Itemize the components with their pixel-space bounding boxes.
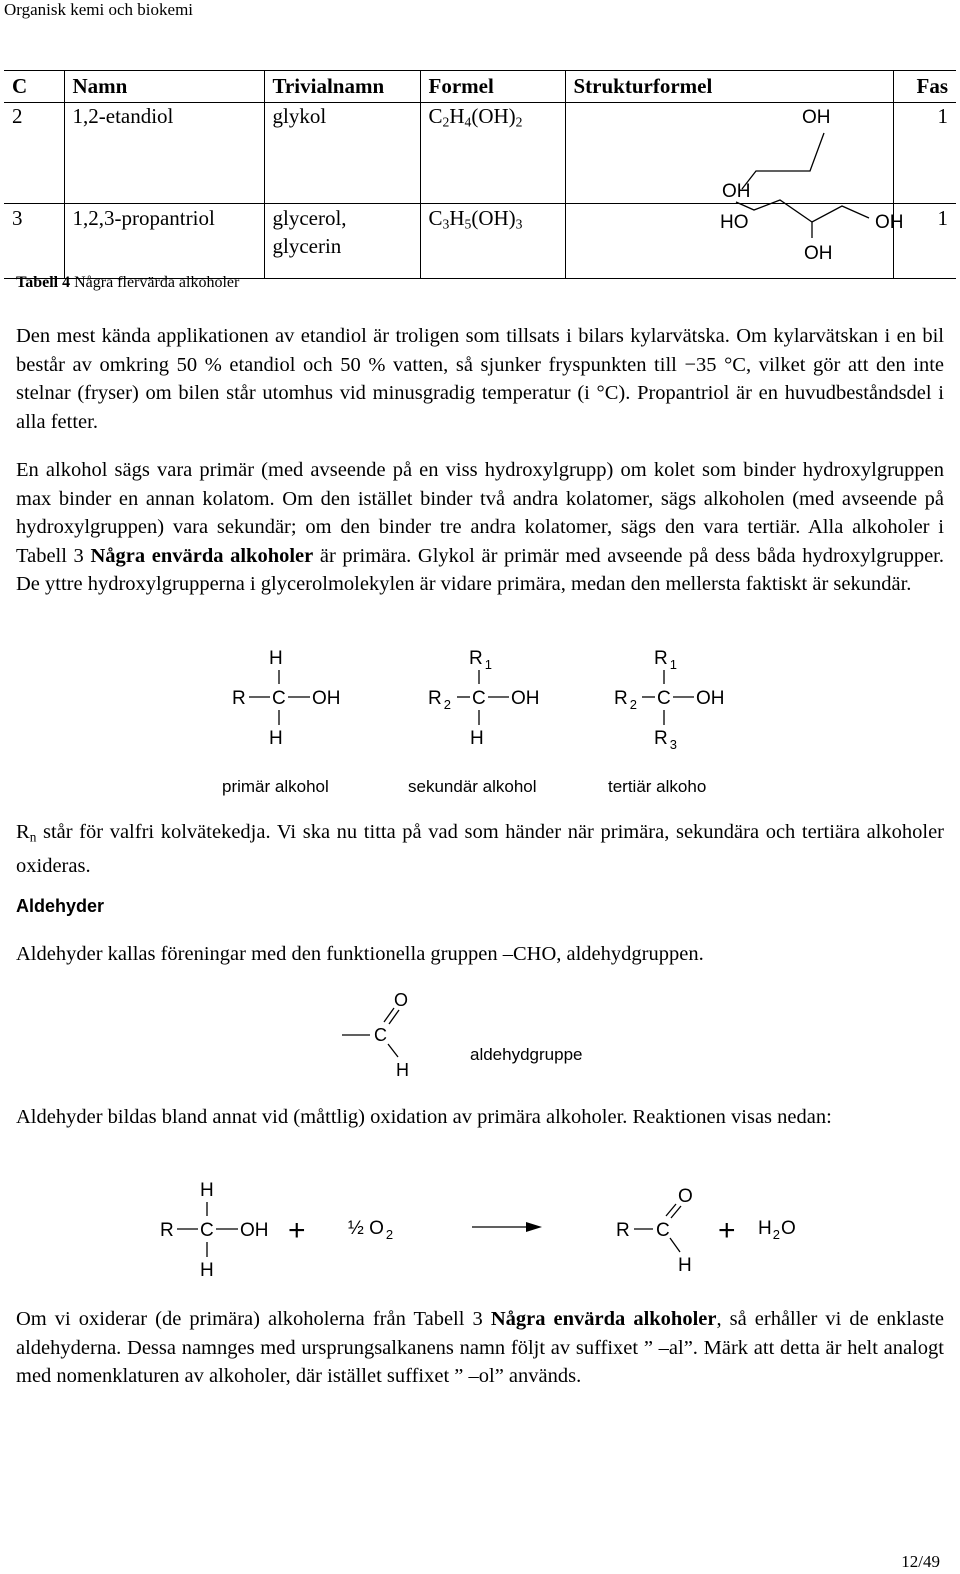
col-header-fas: Fas bbox=[893, 71, 956, 103]
table-caption: Tabell 4 Några flervärda alkoholer bbox=[16, 274, 240, 291]
cell-fas: 1 bbox=[893, 103, 956, 204]
table-header-row bbox=[4, 71, 956, 103]
secondary-alcohol-label: sekundär alkohol bbox=[408, 777, 537, 796]
polyalcohol-table bbox=[4, 70, 956, 279]
svg-text:R2: R $_2$ bbox=[614, 688, 637, 712]
svg-text:C: C bbox=[656, 1220, 670, 1241]
col-header-c: C bbox=[4, 71, 64, 103]
primary-alcohol bbox=[222, 648, 341, 796]
col-header-trivialnamn: Trivialnamn bbox=[264, 71, 420, 103]
plus-sign: + bbox=[718, 1214, 736, 1247]
half-oxygen: ½ O $_2$ bbox=[348, 1218, 394, 1242]
svg-text:H: H bbox=[200, 1180, 214, 1201]
primary-alcohol-label: primär alkohol bbox=[222, 777, 329, 796]
alcohol-types-diagram bbox=[220, 640, 760, 805]
right-oh-label: OH bbox=[874, 212, 903, 233]
glycerol-structure bbox=[566, 181, 903, 272]
table-row bbox=[4, 204, 956, 279]
tertiary-alcohol-label: tertiär alkoho bbox=[608, 777, 707, 796]
top-oh-label: OH bbox=[721, 181, 750, 202]
svg-text:R2: R $_2$ bbox=[428, 688, 451, 712]
svg-text:H: H bbox=[269, 648, 283, 669]
aldehyde-group-label: aldehydgruppe bbox=[470, 1045, 583, 1064]
tertiary-alcohol bbox=[608, 648, 725, 796]
aldehyde-h: H bbox=[396, 1060, 409, 1080]
aldehyde-o: O bbox=[394, 990, 409, 1010]
svg-text:R: R bbox=[232, 688, 246, 709]
paragraph-naming: Om vi oxiderar (de primära) alkoholerna från Tabell 3 Några envärda alkoholer, så erhåller vi de enklaste aldehyderna. Dessa namnges med ursprungsalkanens namn följt av suffixet ” –al”. Märk att detta är helt analogt med nomenklaturen av alkoholer, där istället suffixet ” –ol” används. bbox=[16, 1308, 944, 1387]
cell-c: 3 bbox=[4, 204, 64, 279]
svg-text:C: C bbox=[472, 688, 486, 709]
cell-trivialnamn: glycerol, glycerin bbox=[264, 204, 420, 279]
cell-fas: 1 bbox=[893, 204, 956, 279]
svg-text:OH: OH bbox=[511, 688, 540, 709]
paragraph-rn: $R_n$ står för valfri kolvätekedja. Vi ska nu titta på vad som händer när primära, sekundära och tertiära alkoholer oxideras. bbox=[16, 821, 944, 877]
svg-text:R: R bbox=[616, 1220, 630, 1241]
oxidation-reaction-diagram bbox=[150, 1172, 810, 1287]
table-row bbox=[4, 103, 956, 204]
svg-text:H: H bbox=[269, 728, 283, 749]
svg-text:H: H bbox=[470, 728, 484, 749]
left-ho-label: HO bbox=[719, 212, 748, 233]
svg-text:C: C bbox=[272, 688, 286, 709]
secondary-alcohol bbox=[408, 648, 540, 796]
svg-text:OH: OH bbox=[312, 688, 341, 709]
svg-text:C: C bbox=[200, 1220, 214, 1241]
cell-namn: 1,2,3-propantriol bbox=[64, 204, 264, 279]
plus-sign: + bbox=[288, 1214, 306, 1247]
svg-text:OH: OH bbox=[240, 1220, 269, 1241]
svg-text:OH: OH bbox=[696, 688, 725, 709]
aldehyde-c: C bbox=[374, 1025, 387, 1045]
cell-trivialnamn: glykol bbox=[264, 103, 420, 204]
col-header-formel: Formel bbox=[420, 71, 565, 103]
svg-text:H: H bbox=[678, 1255, 692, 1276]
page-number: 12/49 bbox=[901, 1552, 940, 1571]
paragraph-aldehyd-definition: Aldehyder kallas föreningar med den funktionella gruppen –CHO, aldehydgruppen. bbox=[16, 943, 704, 965]
cell-formel: $C_3H_5(OH)_3$ bbox=[420, 204, 565, 279]
cell-namn: 1,2-etandiol bbox=[64, 103, 264, 204]
col-header-namn: Namn bbox=[64, 71, 264, 103]
paragraph-aldehyd-formation: Aldehyder bildas bland annat vid (måttlig) oxidation av primära alkoholer. Reaktionen visas nedan: bbox=[16, 1106, 832, 1128]
svg-text:R: R bbox=[160, 1220, 174, 1241]
page-header: Organisk kemi och biokemi bbox=[4, 0, 194, 19]
paragraph-etandiol: Den mest kända applikationen av etandiol är troligen som tillsats i bilars kylarvätska. Om kylarvätskan i en bil består av omkring 50 % etandiol och 50 % vatten, så sjunker fryspunkten till −35 °C, vilket gör att den inte stelnar (fryser) om bilen står utomhus vid minusgradig temperatur (i °C). Propantriol är en huvudbeståndsdel i alla fetter. bbox=[16, 325, 944, 433]
product-aldehyde bbox=[616, 1186, 693, 1276]
water: $H_2O$ bbox=[758, 1218, 796, 1242]
svg-text:R3: R $_3$ bbox=[654, 728, 677, 752]
bottom-oh-label: OH bbox=[803, 243, 832, 264]
svg-text:C: C bbox=[657, 688, 671, 709]
svg-text:O: O bbox=[678, 1186, 693, 1207]
svg-text:R1: R $_1$ bbox=[654, 648, 677, 672]
svg-text:R1: R $_1$ bbox=[469, 648, 492, 672]
svg-text:H: H bbox=[200, 1260, 214, 1281]
reactant-primary-alcohol bbox=[160, 1180, 269, 1281]
cell-formel: $C_2H_4(OH)_2$ bbox=[420, 103, 565, 204]
oh-label: OH bbox=[801, 107, 830, 128]
aldehyde-group-diagram bbox=[330, 984, 660, 1084]
cell-structure-glycerol bbox=[565, 181, 903, 279]
col-header-strukturformel: Strukturformel bbox=[565, 71, 893, 103]
paragraph-alcohol-classes: En alkohol sägs vara primär (med avseende på en viss hydroxylgrupp) om kolet som binder hydroxylgruppen max binder en annan kolatom. Om den istället binder två andra kolatomer, sägs alkoholen (med avseende på hydroxylgruppen) vara sekundär; om den binder tre andra kolatomer, sägs den vara tertiär. Alla alkoholer i Tabell 3 Några envärda alkoholer är primära. Glykol är primär med avseende på dess båda hydroxylgrupper. De yttre hydroxylgrupperna i glycerolmolekylen är vidare primära, medan den mellersta faktiskt är sekundär. bbox=[16, 459, 944, 595]
section-heading-aldehyder: Aldehyder bbox=[16, 896, 105, 916]
cell-c: 2 bbox=[4, 103, 64, 204]
